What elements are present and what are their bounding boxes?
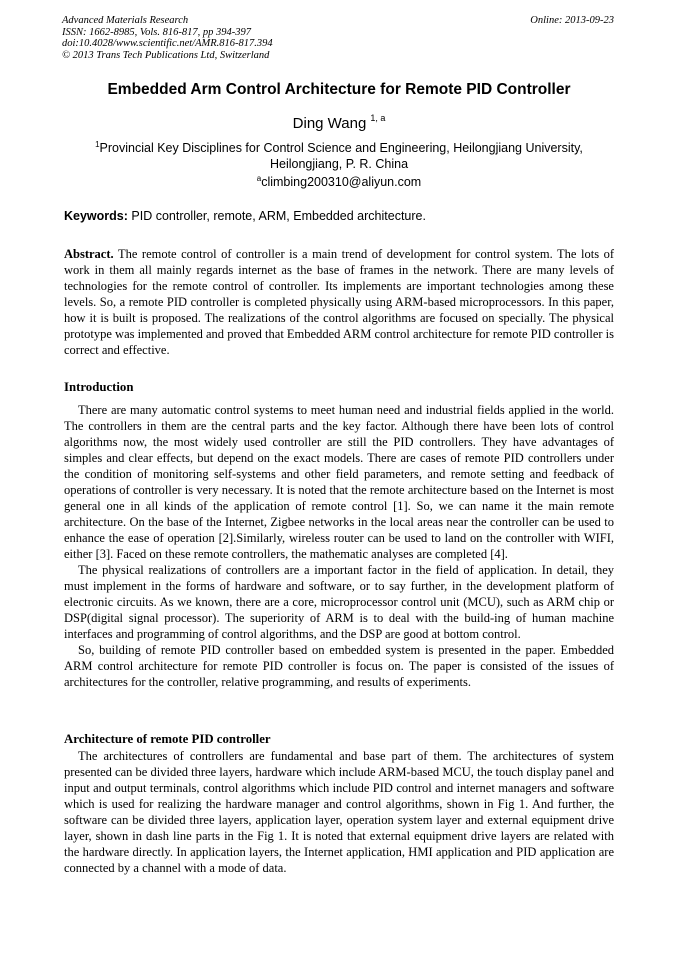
section-heading-introduction: Introduction bbox=[64, 380, 134, 394]
author-name: Ding Wang bbox=[292, 115, 367, 132]
paper-title: Embedded Arm Control Architecture for Remote PID Controller bbox=[107, 81, 571, 98]
copyright-line: © 2013 Trans Tech Publications Ltd, Switzerland bbox=[62, 49, 270, 61]
architecture-body bbox=[64, 748, 614, 876]
doi-line: doi:10.4028/www.scientific.net/AMR.816-817.394 bbox=[62, 38, 273, 49]
introduction-body bbox=[64, 402, 614, 690]
abstract-text: The remote control of controller is a main trend of development for control system. The lots of work in them all mainly regards internet as the base of frames in the network. There are many levels of technologies for the remote control of controller. Its implements are important technologies among these levels. So, a remote PID controller is completed physically using ARM-based microprocessors. In this paper, how it is built is proposed. The realizations of the control algorithms are focused on specially. The physical prototype was implemented and proved that Embedded ARM control architecture for remote PID controller is correct and effective. bbox=[64, 247, 614, 357]
paragraph: The architectures of controllers are fundamental and base part of them. The architectures of system presented can be divided three layers, hardware which include ARM-based MCU, the touch display panel and input and output terminals, control algorithms which include PID control and internet managers and software which is used for realizing the hardware manager and control algorithms, shown in Fig 1. And further, the software can be divided three layers, application layer, operation system layer and external equipment drive layer, shown in dash line parts in the Fig 1. It is noted that external equipment drive layers are related with the hardware directly. In application layers, the Internet application, HMI application and PID application are connected by a channel with a mode of data. bbox=[64, 749, 614, 875]
issn-line: ISSN: 1662-8985, Vols. 816-817, pp 394-397 bbox=[62, 26, 251, 38]
journal-header bbox=[62, 15, 273, 61]
email-address: climbing200310@aliyun.com bbox=[261, 175, 422, 189]
affiliation-text: Provincial Key Disciplines for Control Science and Engineering, Heilongjiang University, Heilongjiang, P. R. China bbox=[99, 141, 583, 171]
affiliation-mark: 1 bbox=[95, 140, 100, 149]
paragraph: The physical realizations of controllers are a important factor in the field of application. In detail, they must implement in the forms of hardware and software, or to say further, in the development platform of electronic circuits. As we known, there are a core, microprocessor control unit (MCU), such as ARM chip or DSP(digital signal processor). The superiority of ARM is to deal with the build-ing of human machine interfaces and programming of control algorithms, and the DSP are good at bottom control. bbox=[64, 563, 614, 641]
paragraph: So, building of remote PID controller based on embedded system is presented in the paper. Embedded ARM control architecture for remote PID controller is focus on. The paper is consisted of the issues of architectures for the controller, relative programming, and results of experiments. bbox=[64, 643, 614, 689]
abstract-label: Abstract. bbox=[64, 247, 114, 261]
paragraph: There are many automatic control systems to meet human need and industrial fields applied in the world. The controllers in them are the central parts and the key factor. Although there have been lots of control algorithms now, the most widely used controller are still the PID controllers. They have advantages of simples and clear effects, but depend on the exact models. There are cases of remote PID controllers under the condition of monitoring self-systems and other field parameters, and remote setting and feedback of operations of controller is very necessary. It is noted that the remote architecture based on the Internet is most general one in all kinds of the application of remote control [1]. So, we can name it the main remote architecture. On the base of the Internet, Zigbee networks in the local areas near the controller can be used to enhance the ease of operation [2].Similarly, wireless router can be used to land on the controller with WIFI, either [3]. Faced on these remote controllers, the mathematic analyses are completed [4]. bbox=[64, 403, 614, 561]
author-email bbox=[0, 174, 678, 189]
keywords bbox=[64, 209, 624, 223]
online-date: Online: 2013-09-23 bbox=[530, 15, 614, 26]
keywords-text: PID controller, remote, ARM, Embedded architecture. bbox=[127, 209, 426, 223]
author-marks: 1, a bbox=[370, 113, 386, 123]
section-heading-architecture: Architecture of remote PID controller bbox=[64, 732, 271, 746]
keywords-label: Keywords: bbox=[64, 209, 128, 223]
author-line bbox=[0, 113, 678, 132]
affiliation bbox=[80, 137, 598, 172]
abstract bbox=[64, 246, 614, 358]
email-mark: a bbox=[256, 174, 262, 183]
journal-name: Advanced Materials Research bbox=[62, 15, 189, 26]
